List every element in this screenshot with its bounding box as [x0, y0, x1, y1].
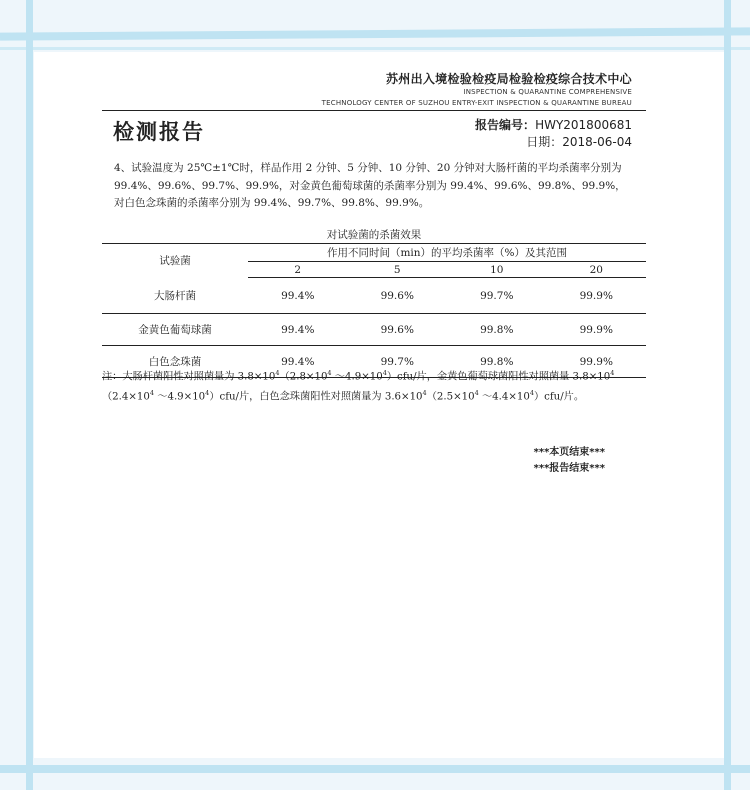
table-row	[102, 314, 646, 346]
report-number-label: 报告编号：	[475, 118, 536, 132]
rate-cell: 99.4%	[248, 278, 348, 314]
institution-name-en-line1: INSPECTION & QUARANTINE COMPREHENSIVE	[463, 88, 632, 96]
rate-cell: 99.7%	[447, 278, 547, 314]
note-text: ）cfu/片。	[534, 391, 585, 403]
result-paragraph: 4、试验温度为 25℃±1℃时，样品作用 2 分钟、5 分钟、10 分钟、20 分钟对大肠杆菌的平均杀菌率分别为 99.4%、99.6%、99.7%、99.9%，对金黄色葡萄球菌的杀菌率分别为 99.4%、99.6%、99.8%、99.9%，对白色念珠菌的杀菌率分别为 99.4%、99.7%、99.8%、99.9%。	[114, 162, 626, 209]
table-note	[102, 365, 642, 406]
page-end-marker: ***本页结束***	[533, 447, 605, 458]
report-end-marker: ***报告结束***	[533, 463, 605, 474]
note-exponent: 4	[382, 369, 387, 377]
rate-cell: 99.7%	[348, 346, 448, 378]
rate-cell: 99.8%	[447, 314, 547, 346]
rate-cell: 99.9%	[547, 278, 647, 314]
tape-top-thin	[0, 47, 750, 50]
report-date	[526, 133, 632, 150]
report-date-value: 2018-06-04	[562, 135, 632, 149]
note-text: 注：大肠杆菌阳性对照菌量为 3.8×10	[102, 371, 276, 383]
tape-left	[26, 0, 33, 790]
organism-cell: 白色念珠菌	[102, 346, 248, 378]
rate-cell: 99.6%	[348, 278, 448, 314]
note-text: ～4.9×10	[331, 371, 383, 383]
rate-cell: 99.4%	[248, 346, 348, 378]
report-title: 检测报告	[113, 120, 205, 144]
note-exponent: 4	[422, 389, 427, 398]
rate-cell: 99.6%	[348, 314, 448, 346]
report-number	[475, 116, 632, 133]
header-rule	[102, 110, 646, 111]
organism-cell: 金黄色葡萄球菌	[102, 314, 248, 346]
note-text: （2.5×10	[426, 391, 475, 403]
rate-cell: 99.4%	[248, 314, 348, 346]
note-text: （2.4×10	[102, 391, 150, 403]
report-number-value: HWY201800681	[535, 118, 632, 132]
time-span-header: 作用不同时间（min）的平均杀菌率（%）及其范围	[248, 244, 646, 262]
organism-header: 试验菌	[102, 244, 248, 278]
report-date-label: 日期：	[526, 135, 563, 149]
note-exponent: 4	[529, 389, 534, 398]
note-exponent: 4	[149, 389, 155, 398]
rate-cell: 99.8%	[447, 346, 547, 378]
results-table	[102, 243, 646, 378]
note-exponent: 4	[275, 369, 280, 377]
organism-cell: 大肠杆菌	[102, 278, 248, 314]
note-text: （2.8×10	[279, 371, 328, 383]
note-exponent: 4	[474, 389, 479, 398]
time-header: 10	[447, 262, 547, 278]
tape-right	[724, 0, 731, 790]
note-text: ）cfu/片，白色念珠菌阳性对照菌量为 3.6×10	[209, 391, 423, 403]
institution-name-en-line2: TECHNOLOGY CENTER OF SUZHOU ENTRY-EXIT INSPECTION & QUARANTINE BUREAU	[321, 99, 632, 107]
note-exponent: 4	[205, 389, 210, 398]
time-header: 2	[248, 262, 348, 278]
note-text: ～4.4×10	[478, 391, 530, 403]
time-header: 20	[547, 262, 647, 278]
time-header: 5	[348, 262, 448, 278]
tape-top	[0, 27, 750, 40]
rate-cell: 99.9%	[547, 346, 647, 378]
rate-cell: 99.9%	[547, 314, 647, 346]
institution-name-cn: 苏州出入境检验检疫局检验检疫综合技术中心	[385, 72, 632, 86]
table-row	[102, 278, 646, 314]
note-text: ）cfu/片，金黄色葡萄球菌阳性对照菌量 3.8×10	[386, 371, 611, 383]
note-exponent: 4	[327, 369, 332, 377]
table-caption: 对试验菌的杀菌效果	[326, 229, 422, 241]
note-text: ～4.9×10	[154, 391, 206, 403]
note-exponent: 4	[610, 369, 615, 377]
tape-bottom	[0, 765, 750, 773]
